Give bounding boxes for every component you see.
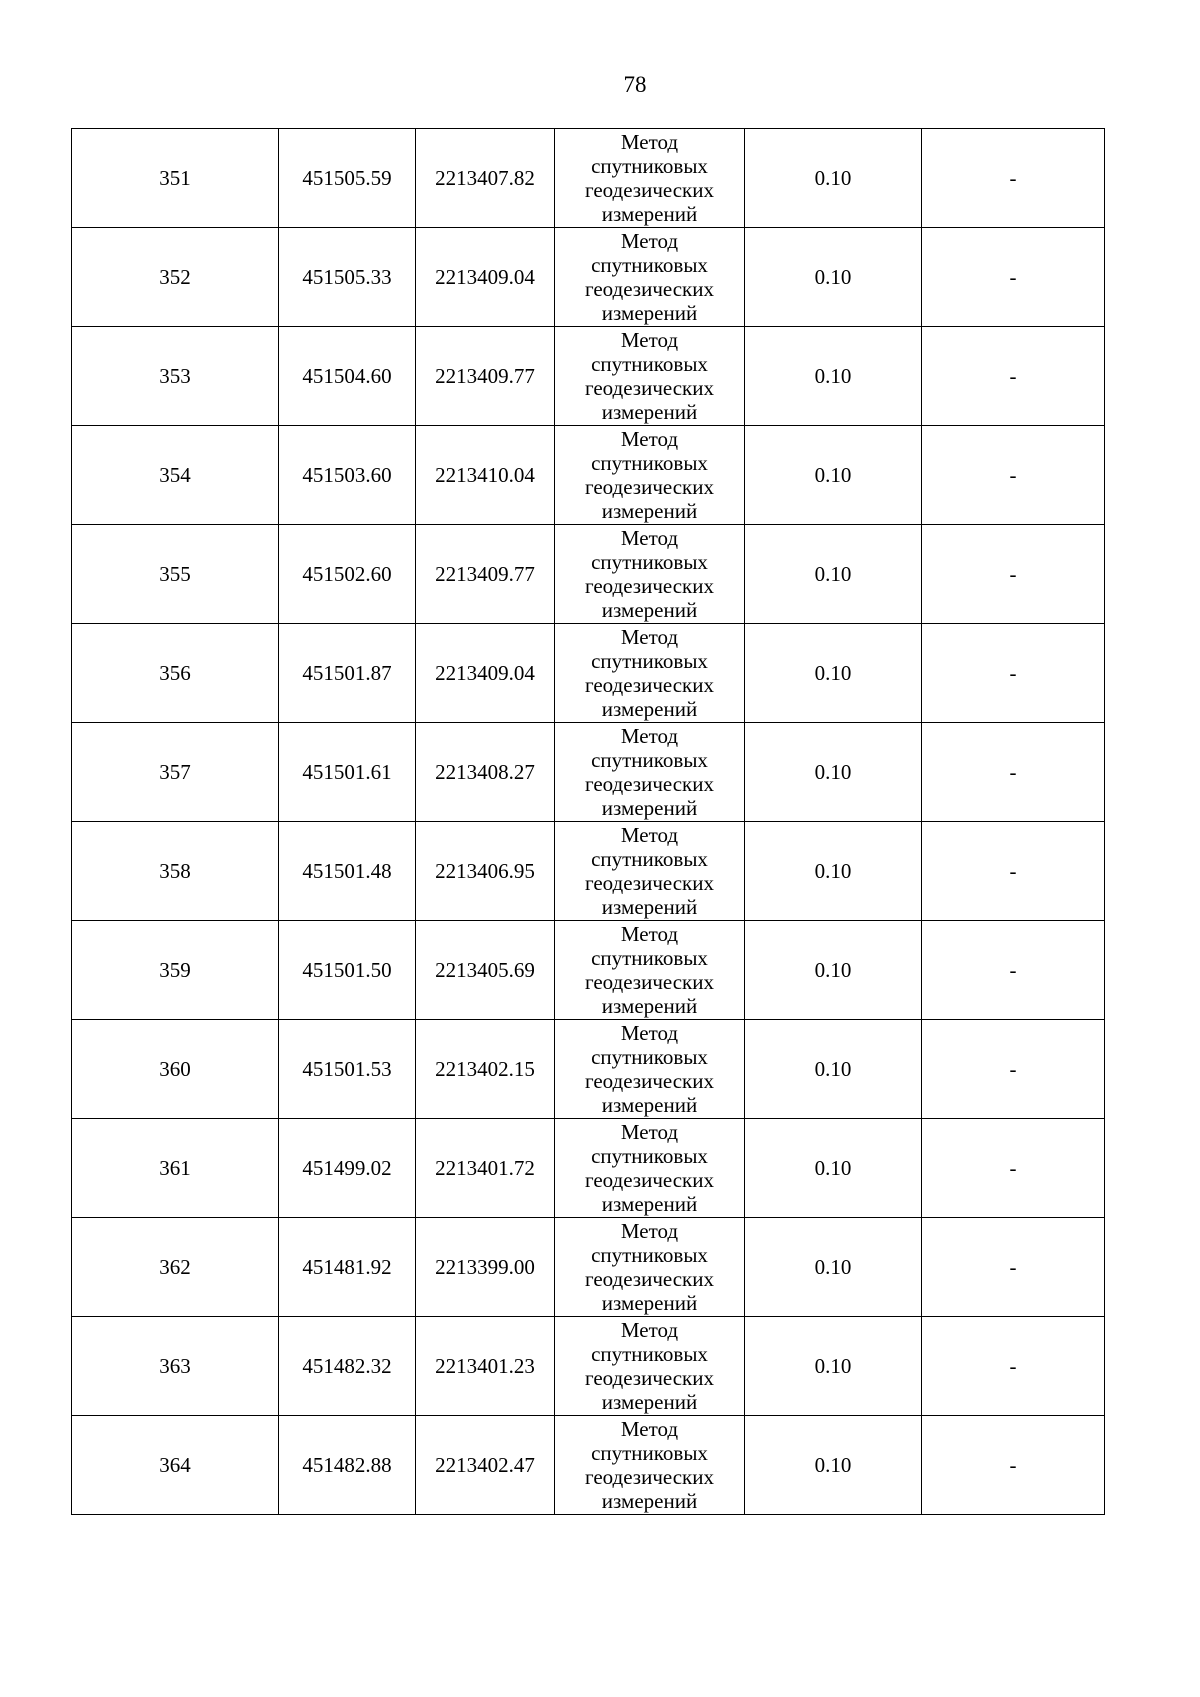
- method-text-line: геодезических: [584, 1465, 714, 1489]
- method-text-line: спутниковых: [591, 352, 708, 376]
- point-number-cell: 360: [72, 1020, 279, 1119]
- method-text-line: Метод: [620, 1318, 679, 1342]
- method-text-line: Метод: [620, 1021, 679, 1045]
- method-text-line: Метод: [620, 526, 679, 550]
- x-coordinate-cell: 451482.32: [279, 1317, 416, 1416]
- page-number: 78: [623, 72, 647, 97]
- method-cell: [555, 1416, 745, 1515]
- method-text-line: спутниковых: [591, 154, 708, 178]
- description-cell: -: [922, 327, 1105, 426]
- method-cell: [555, 921, 745, 1020]
- description-cell: -: [922, 228, 1105, 327]
- accuracy-cell: 0.10: [745, 1020, 922, 1119]
- method-text-line: измерений: [601, 994, 698, 1018]
- description-cell: -: [922, 921, 1105, 1020]
- method-text-line: спутниковых: [591, 451, 708, 475]
- method-text-line: геодезических: [584, 475, 714, 499]
- description-cell: -: [922, 1218, 1105, 1317]
- y-coordinate-cell: 2213399.00: [416, 1218, 555, 1317]
- point-number-cell: 363: [72, 1317, 279, 1416]
- table-row: [72, 1317, 1105, 1416]
- x-coordinate-cell: 451501.87: [279, 624, 416, 723]
- accuracy-cell: 0.10: [745, 1317, 922, 1416]
- table-row: [72, 1020, 1105, 1119]
- y-coordinate-cell: 2213409.77: [416, 525, 555, 624]
- method-text-line: спутниковых: [591, 946, 708, 970]
- method-text-line: Метод: [620, 328, 679, 352]
- method-text-line: геодезических: [584, 277, 714, 301]
- method-text-line: геодезических: [584, 1168, 714, 1192]
- method-text-line: Метод: [620, 823, 679, 847]
- point-number-cell: 364: [72, 1416, 279, 1515]
- method-text-line: Метод: [620, 922, 679, 946]
- method-text-line: измерений: [601, 1291, 698, 1315]
- y-coordinate-cell: 2213410.04: [416, 426, 555, 525]
- x-coordinate-cell: 451482.88: [279, 1416, 416, 1515]
- method-cell: [555, 1317, 745, 1416]
- method-text-line: Метод: [620, 724, 679, 748]
- x-coordinate-cell: 451501.53: [279, 1020, 416, 1119]
- method-text-line: измерений: [601, 499, 698, 523]
- y-coordinate-cell: 2213402.47: [416, 1416, 555, 1515]
- accuracy-cell: 0.10: [745, 525, 922, 624]
- accuracy-cell: 0.10: [745, 723, 922, 822]
- method-text-line: спутниковых: [591, 748, 708, 772]
- point-number-cell: 357: [72, 723, 279, 822]
- x-coordinate-cell: 451501.48: [279, 822, 416, 921]
- accuracy-cell: 0.10: [745, 426, 922, 525]
- accuracy-cell: 0.10: [745, 822, 922, 921]
- method-cell: [555, 822, 745, 921]
- method-text-line: геодезических: [584, 1069, 714, 1093]
- description-cell: -: [922, 624, 1105, 723]
- point-number-cell: 352: [72, 228, 279, 327]
- point-number-cell: 355: [72, 525, 279, 624]
- y-coordinate-cell: 2213409.04: [416, 624, 555, 723]
- method-cell: [555, 723, 745, 822]
- method-text-line: Метод: [620, 1417, 679, 1441]
- accuracy-cell: 0.10: [745, 1218, 922, 1317]
- method-text-line: геодезических: [584, 772, 714, 796]
- method-text-line: Метод: [620, 1120, 679, 1144]
- accuracy-cell: 0.10: [745, 1119, 922, 1218]
- description-cell: -: [922, 1020, 1105, 1119]
- method-cell: [555, 525, 745, 624]
- table-body: [72, 129, 1105, 1515]
- table-row: [72, 822, 1105, 921]
- point-number-cell: 359: [72, 921, 279, 1020]
- method-text-line: Метод: [620, 1219, 679, 1243]
- method-text-line: спутниковых: [591, 649, 708, 673]
- method-text-line: геодезических: [584, 376, 714, 400]
- y-coordinate-cell: 2213409.77: [416, 327, 555, 426]
- description-cell: -: [922, 426, 1105, 525]
- x-coordinate-cell: 451504.60: [279, 327, 416, 426]
- method-text-line: измерений: [601, 796, 698, 820]
- x-coordinate-cell: 451481.92: [279, 1218, 416, 1317]
- table-row: [72, 723, 1105, 822]
- method-text-line: Метод: [620, 229, 679, 253]
- method-cell: [555, 228, 745, 327]
- y-coordinate-cell: 2213409.04: [416, 228, 555, 327]
- table-row: [72, 921, 1105, 1020]
- x-coordinate-cell: 451505.59: [279, 129, 416, 228]
- method-text-line: измерений: [601, 895, 698, 919]
- method-text-line: спутниковых: [591, 550, 708, 574]
- accuracy-cell: 0.10: [745, 327, 922, 426]
- x-coordinate-cell: 451502.60: [279, 525, 416, 624]
- description-cell: -: [922, 1317, 1105, 1416]
- y-coordinate-cell: 2213405.69: [416, 921, 555, 1020]
- method-text-line: спутниковых: [591, 847, 708, 871]
- description-cell: -: [922, 129, 1105, 228]
- method-text-line: измерений: [601, 1093, 698, 1117]
- point-number-cell: 361: [72, 1119, 279, 1218]
- point-number-cell: 362: [72, 1218, 279, 1317]
- accuracy-cell: 0.10: [745, 228, 922, 327]
- method-text-line: спутниковых: [591, 1243, 708, 1267]
- method-cell: [555, 624, 745, 723]
- method-cell: [555, 327, 745, 426]
- table-row: [72, 1218, 1105, 1317]
- y-coordinate-cell: 2213401.72: [416, 1119, 555, 1218]
- table-row: [72, 624, 1105, 723]
- table-row: [72, 129, 1105, 228]
- method-text-line: геодезических: [584, 178, 714, 202]
- method-text-line: измерений: [601, 1489, 698, 1513]
- table-row: [72, 228, 1105, 327]
- x-coordinate-cell: 451501.50: [279, 921, 416, 1020]
- method-text-line: геодезических: [584, 574, 714, 598]
- table-row: [72, 426, 1105, 525]
- method-text-line: спутниковых: [591, 1441, 708, 1465]
- method-text-line: спутниковых: [591, 1342, 708, 1366]
- method-text-line: измерений: [601, 400, 698, 424]
- method-text-line: измерений: [601, 1192, 698, 1216]
- y-coordinate-cell: 2213407.82: [416, 129, 555, 228]
- method-text-line: геодезических: [584, 1267, 714, 1291]
- x-coordinate-cell: 451499.02: [279, 1119, 416, 1218]
- accuracy-cell: 0.10: [745, 624, 922, 723]
- method-cell: [555, 426, 745, 525]
- method-text-line: спутниковых: [591, 253, 708, 277]
- method-text-line: Метод: [620, 427, 679, 451]
- method-cell: [555, 1020, 745, 1119]
- method-text-line: измерений: [601, 1390, 698, 1414]
- method-text-line: спутниковых: [591, 1045, 708, 1069]
- y-coordinate-cell: 2213408.27: [416, 723, 555, 822]
- x-coordinate-cell: 451503.60: [279, 426, 416, 525]
- method-text-line: геодезических: [584, 673, 714, 697]
- accuracy-cell: 0.10: [745, 129, 922, 228]
- method-text-line: геодезических: [584, 970, 714, 994]
- accuracy-cell: 0.10: [745, 921, 922, 1020]
- method-text-line: измерений: [601, 301, 698, 325]
- description-cell: -: [922, 1119, 1105, 1218]
- method-cell: [555, 1119, 745, 1218]
- method-text-line: геодезических: [584, 871, 714, 895]
- y-coordinate-cell: 2213401.23: [416, 1317, 555, 1416]
- y-coordinate-cell: 2213402.15: [416, 1020, 555, 1119]
- point-number-cell: 358: [72, 822, 279, 921]
- method-text-line: измерений: [601, 598, 698, 622]
- description-cell: -: [922, 822, 1105, 921]
- x-coordinate-cell: 451505.33: [279, 228, 416, 327]
- coordinates-table: [71, 128, 1105, 1515]
- x-coordinate-cell: 451501.61: [279, 723, 416, 822]
- description-cell: -: [922, 1416, 1105, 1515]
- y-coordinate-cell: 2213406.95: [416, 822, 555, 921]
- method-cell: [555, 1218, 745, 1317]
- method-text-line: измерений: [601, 697, 698, 721]
- method-text-line: Метод: [620, 130, 679, 154]
- table-row: [72, 1119, 1105, 1218]
- method-text-line: Метод: [620, 625, 679, 649]
- point-number-cell: 354: [72, 426, 279, 525]
- table-row: [72, 1416, 1105, 1515]
- method-text-line: геодезических: [584, 1366, 714, 1390]
- accuracy-cell: 0.10: [745, 1416, 922, 1515]
- method-cell: [555, 129, 745, 228]
- description-cell: -: [922, 525, 1105, 624]
- point-number-cell: 356: [72, 624, 279, 723]
- table-row: [72, 327, 1105, 426]
- method-text-line: спутниковых: [591, 1144, 708, 1168]
- method-text-line: измерений: [601, 202, 698, 226]
- description-cell: -: [922, 723, 1105, 822]
- point-number-cell: 353: [72, 327, 279, 426]
- point-number-cell: 351: [72, 129, 279, 228]
- table-row: [72, 525, 1105, 624]
